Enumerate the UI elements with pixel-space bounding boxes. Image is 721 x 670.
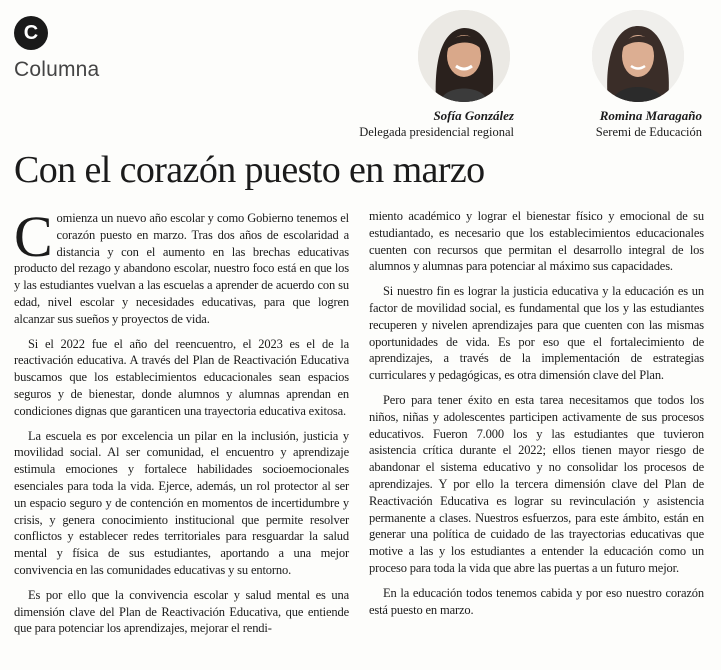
author-1 — [344, 10, 514, 140]
article-paragraph: Es por ello que la convivencia escolar y salud mental es una dimensión clave del Plan de Reactivación Educativa, que entiende que para potenciar los aprendizajes, mejorar el rendi- — [14, 587, 349, 636]
article-paragraph: Comienza un nuevo año escolar y como Gobierno tenemos el corazón puesto en marzo. Tras dos años de escolaridad a distancia y con el aumento en las brechas educativas producto del rezago y abandono escolar, nuestro foco está en que los y las estudiantes vuelvan a las escuelas a aprender de acuerdo con su edad, nivel escolar y necesidades educativas, para que logren alcanzar sus sueños y proyectos de vida. — [14, 204, 349, 326]
author-role: Delegada presidencial regional — [359, 125, 514, 139]
article-paragraph: Pero para tener éxito en esta tarea necesitamos que todos los niños, niñas y adolescentes participen activamente de sus procesos educativos. Fueron 7.000 los y las estudiantes que tuvieron asistencia crítica durante el 2022; ellos tienen mayor riesgo de abandonar el sistema educativo y no consolidar los procesos de aprendizajes. Y por ello la tercera dimensión clave del Plan de Reactivación Educativa es lograr su revinculación y asistencia permanente a clases. Nuestros esfuerzos, para este ámbito, están en generar una política de cuidado de las trayectorias educativas que motive a las y los estudiantes a entender la educación como un proceso para toda la vida que abre las puertas a un futuro mejor. — [369, 392, 704, 575]
article-paragraph: En la educación todos tenemos cabida y por eso nuestro corazón está puesto en marzo. — [369, 585, 704, 617]
headline: Con el corazón puesto en marzo — [14, 149, 485, 191]
author-2 — [532, 10, 702, 140]
author-portrait-photo — [418, 10, 510, 102]
article-paragraph: Si el 2022 fue el año del reencuentro, el 2023 es el de la reactivación educativa. A través del Plan de Reactivación Educativa buscamos que los establecimientos educacionales sean espacios seguros y de bienestar, donde alumnos y alumnas aprendan en condiciones dignas que garanticen una trayectoria educativa exitosa. — [14, 336, 349, 418]
drop-cap: C — [14, 204, 53, 269]
article-column-right — [369, 208, 704, 626]
article-paragraph: miento académico y lograr el bienestar físico y emocional de su estudiantado, es necesario que los establecimientos educacionales cuenten con recursos que permitan el desarrollo integral de los alumnos y alumnas para potenciar al máximo sus capacidades. — [369, 209, 704, 274]
author-name: Sofía González — [433, 108, 514, 123]
article-paragraph: Si nuestro fin es lograr la justicia educativa y la educación es un factor de movilidad social, es fundamental que los y las estudiantes recuperen y nivelen aprendizajes para que cuenten con las mismas oportunidades de vida. Es por eso que el fortalecimiento de aprendizajes, a través de la implementación de estrategias curriculares y pedagógicas, es otra dimensión clave del Plan. — [369, 284, 704, 383]
author-portrait-photo — [592, 10, 684, 102]
article-column-left — [14, 204, 349, 645]
section-badge: C — [14, 16, 48, 50]
article-paragraph: La escuela es por excelencia un pilar en la inclusión, justicia y movilidad social. Al ser comunidad, el encuentro y aprendizaje estimula emociones y fortalece habilidades socioemocionales esenciales para toda la vida. Ejerce, además, un rol protector al ser un espacio seguro y de contención en momentos de incertidumbre y crisis, y genera conocimiento institucional que permite resolver conflictos y establecer redes territoriales para resguardar la salud mental y física de sus estudiantes, aportando a una mejor convivencia en las comunidades educativas y su entorno. — [14, 428, 349, 577]
author-name: Romina Maragaño — [599, 108, 702, 123]
section-label: Columna — [14, 58, 100, 81]
author-role: Seremi de Educación — [595, 125, 702, 139]
